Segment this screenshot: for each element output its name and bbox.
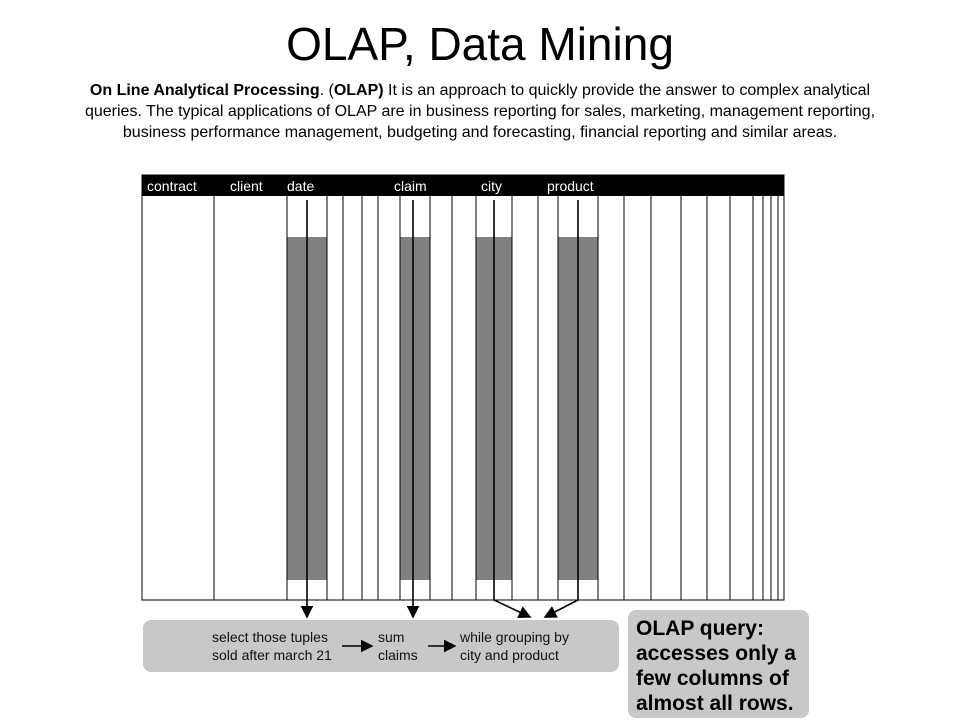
header-product: product <box>547 178 594 194</box>
header-claim: claim <box>394 178 427 194</box>
intro-text: It is an approach to quickly provide the answer to complex analytical queries. The typical applications of OLAP are in business reporting for sales, marketing, management reporting, business performance management, budgeting and forecasting, financial reporting and similar areas. <box>84 82 876 141</box>
olap-query-text: OLAP query: accesses only a few columns of almost all rows. <box>636 617 796 715</box>
intro-abbr: OLAP) <box>333 82 384 99</box>
claim-column-highlight <box>400 237 430 580</box>
table-frame <box>142 175 784 600</box>
header-date: date <box>287 178 315 194</box>
step-group-text: while grouping by city and product <box>460 629 569 663</box>
header-contract: contract <box>147 178 197 194</box>
step-sum-text: sum claims <box>378 629 418 663</box>
intro-dot: . ( <box>319 82 334 99</box>
header-city: city <box>481 178 502 194</box>
slide-title: OLAP, Data Mining <box>286 18 674 70</box>
header-client: client <box>230 178 263 194</box>
olap-query-box <box>628 610 809 718</box>
step-select-text: select those tuples sold after march 21 <box>212 629 332 663</box>
intro-term: On Line Analytical Processing <box>89 82 320 99</box>
